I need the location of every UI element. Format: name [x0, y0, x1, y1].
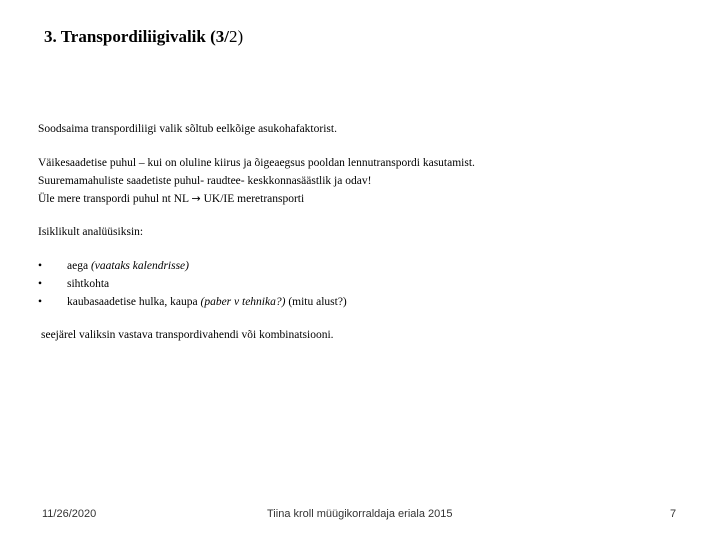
slide-title-end: ): [237, 27, 244, 46]
bullet-icon: •: [38, 278, 43, 290]
footer-page-number: 7: [670, 508, 677, 520]
list-item-note: (paber v tehnika?): [200, 296, 286, 308]
list-item-tail: (mitu alust?): [285, 296, 347, 308]
list-item-label: sihtkohta: [67, 278, 110, 290]
paragraph-line-sea: [38, 190, 475, 208]
sea-text-end: UK/IE meretransporti: [200, 193, 305, 205]
conclusion-text: [41, 326, 334, 344]
paragraph-line: Isiklikult analüüsiksin:: [38, 226, 144, 238]
bullet-icon: •: [38, 296, 43, 308]
list-item-note: (vaataks kalendrisse): [90, 260, 189, 272]
slide-title: [44, 27, 243, 47]
footer-center-text: Tiina kroll müügikorraldaja eriala 2015: [267, 508, 453, 520]
list-item-text: [67, 293, 347, 311]
analysis-intro: [38, 223, 143, 241]
list-item-label: kaubasaadetise hulka, kaupa: [67, 296, 201, 308]
list-item: [38, 293, 347, 311]
paragraph-line: Väikesaadetise puhul – kui on oluline kiirus ja õigeaegsus pooldan lennutranspordi kasutamist.: [38, 157, 475, 169]
paragraph-location-factor: [38, 120, 337, 138]
paragraph-line: seejärel valiksin vastava transpordivahendi või kombinatsiooni.: [41, 329, 334, 341]
arrow-right-icon: →: [191, 192, 201, 205]
paragraph-line: Suuremamahuliste saadetiste puhul- raudtee- keskkonnasäästlik ja odav!: [38, 175, 372, 187]
slide-title-main: 3. Transpordiliigivalik (3/: [44, 27, 229, 46]
slide-title-number: 2: [229, 27, 238, 46]
bullet-icon: •: [38, 260, 43, 272]
analysis-list: [38, 257, 347, 311]
sea-text-start: Üle mere transpordi puhul nt NL: [38, 193, 192, 205]
footer-date: 11/26/2020: [42, 508, 97, 520]
list-item: [38, 275, 347, 293]
paragraph-transport-options: [38, 154, 475, 208]
list-item: [38, 257, 347, 275]
list-item-label: aega: [67, 260, 91, 272]
list-item-text: [67, 257, 189, 275]
paragraph-line: Soodsaima transpordiliigi valik sõltub eelkõige asukohafaktorist.: [38, 123, 337, 135]
